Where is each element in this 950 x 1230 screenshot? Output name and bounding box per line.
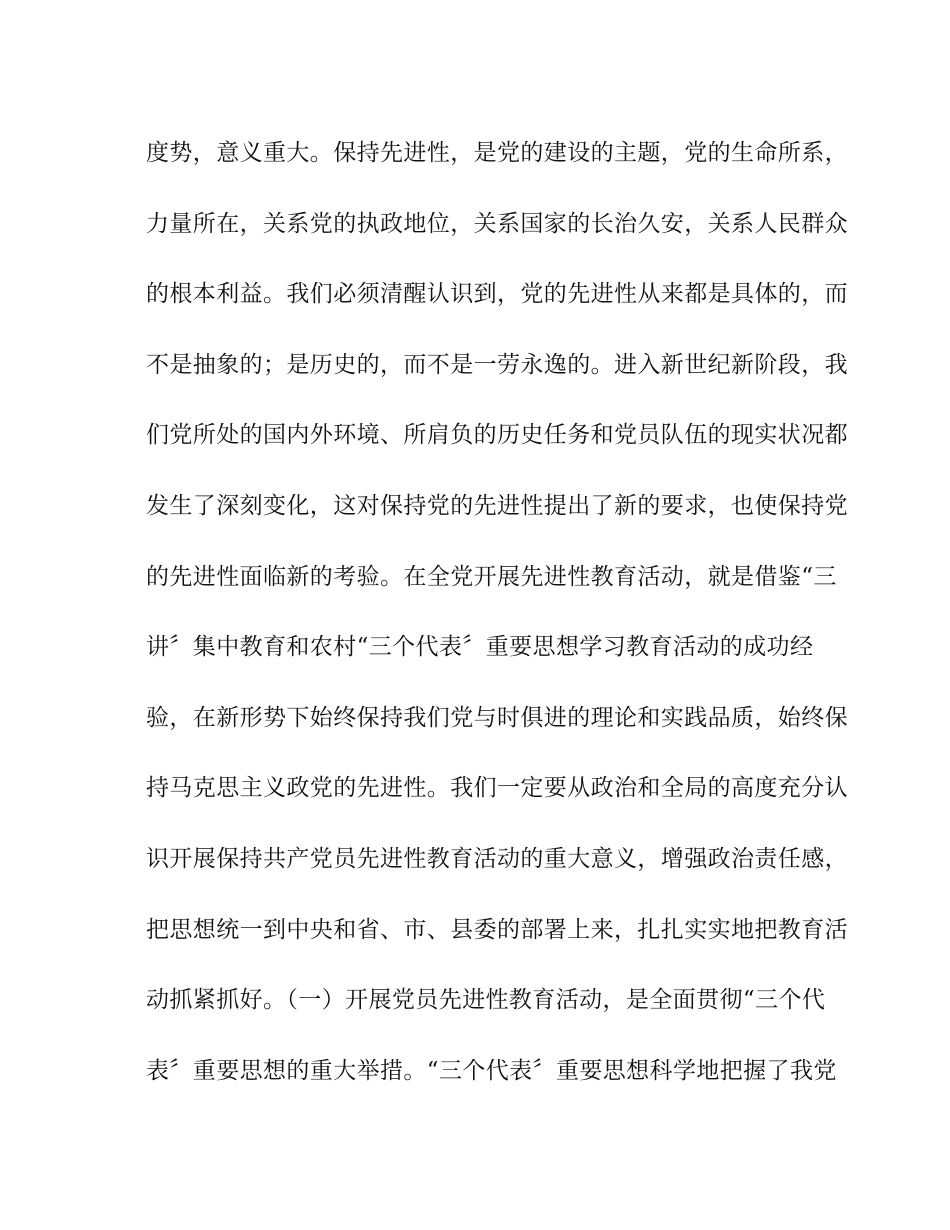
text-line: 们党所处的国内外环境、所肩负的历史任务和党员队伍的现实状况都 (146, 422, 848, 449)
text-line: 持马克思主义政党的先进性。我们一定要从政治和全局的高度充分认 (146, 775, 848, 802)
body-text (146, 118, 848, 1106)
text-line: 度势，意义重大。保持先进性，是党的建设的主题，党的生命所系， (146, 140, 848, 166)
text-line: 表〞重要思想的重大举措。“三个代表〞重要思想科学地把握了我党 (146, 1057, 837, 1084)
text-line: 力量所在，关系党的执政地位，关系国家的长治久安，关系人民群众 (146, 210, 848, 237)
text-line: 不是抽象的；是历史的，而不是一劳永逸的。进入新世纪新阶段，我 (146, 351, 848, 378)
text-line: 讲〞集中教育和农村“三个代表〞重要思想学习教育活动的成功经 (146, 634, 814, 661)
text-line: 的先进性面临新的考验。在全党开展先进性教育活动，就是借鉴“三 (146, 563, 837, 590)
text-line: 把思想统一到中央和省、市、县委的部署上来，扎扎实实地把教育活 (146, 916, 848, 943)
text-line: 识开展保持共产党员先进性教育活动的重大意义，增强政治责任感， (146, 845, 848, 872)
text-line: 验，在新形势下始终保持我们党与时俱进的理论和实践品质，始终保 (146, 704, 848, 731)
text-line: 发生了深刻变化，这对保持党的先进性提出了新的要求，也使保持党 (146, 492, 848, 519)
text-line: 的根本利益。我们必须清醒认识到，党的先进性从来都是具体的，而 (146, 281, 848, 308)
text-line: 动抓紧抓好。（一）开展党员先进性教育活动，是全面贯彻“三个代 (146, 987, 826, 1014)
